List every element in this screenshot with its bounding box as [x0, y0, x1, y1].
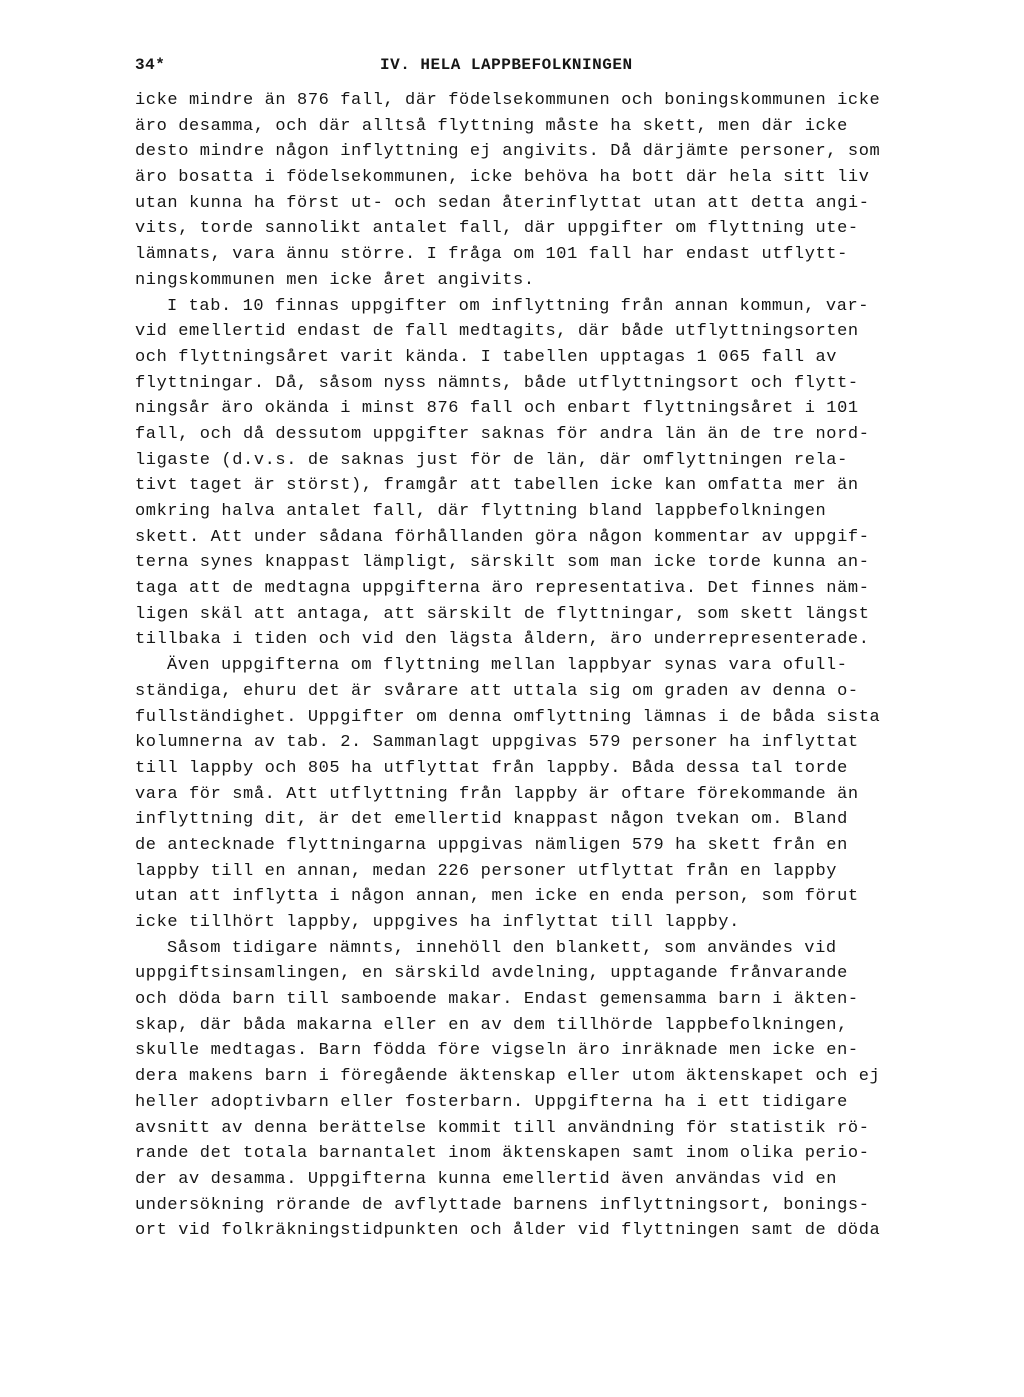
text-line: terna synes knappast lämpligt, särskilt som man icke torde kunna an- [135, 553, 870, 573]
text-line: avsnitt av denna berättelse kommit till användning för statistik rö- [135, 1118, 870, 1138]
text-line: omkring halva antalet fall, där flyttning bland lappbefolkningen [135, 502, 827, 521]
text-line: dera makens barn i föregående äktenskap eller utom äktenskapet och ej [135, 1067, 881, 1087]
text-line: tivt taget är störst), framgår att tabellen icke kan omfatta mer än [135, 476, 859, 496]
text-line: desto mindre någon inflyttning ej angivits. Då därjämte personer, som [135, 142, 881, 162]
text-line: lappby till en annan, medan 226 personer utflyttat från en lappby [135, 861, 838, 881]
text-line: äro desamma, och där alltså flyttning måste ha skett, men där icke [135, 116, 848, 136]
text-line: tillbaka i tiden och vid den lägsta åldern, äro underrepresenterade. [135, 630, 870, 650]
text-line: äro bosatta i födelsekommunen, icke behöva ha bott där hela sitt liv [135, 168, 870, 188]
text-line: vara för små. Att utflyttning från lappby är oftare förekommande än [135, 784, 859, 804]
text-line: ningsår äro okända i minst 876 fall och enbart flyttningsåret i 101 [135, 399, 859, 419]
text-line: icke mindre än 876 fall, där födelsekommunen och boningskommunen icke [135, 91, 881, 110]
text-line: de antecknade flyttningarna uppgivas nämligen 579 ha skett från en [135, 835, 848, 855]
text-line: I tab. 10 finnas uppgifter om inflyttning från annan kommun, var- [167, 296, 870, 316]
text-line: ort vid folkräkningstidpunkten och ålder vid flyttningen samt de döda [135, 1221, 881, 1241]
text-line: utan kunna ha först ut- och sedan återinflyttat utan att detta angi- [135, 193, 870, 213]
text-line: utan att inflytta i någon annan, men icke en enda person, som förut [135, 887, 859, 907]
text-line: vits, torde sannolikt antalet fall, där uppgifter om flyttning ute- [135, 219, 859, 239]
text-line: ligaste (d.v.s. de saknas just för de län, där omflyttningen rela- [135, 450, 848, 470]
text-line: kolumnerna av tab. 2. Sammanlagt uppgivas 579 personer ha inflyttat [135, 733, 859, 753]
body-text [135, 88, 915, 1244]
text-line: ningskommunen men icke året angivits. [135, 270, 535, 290]
text-line: skett. Att under sådana förhållanden göra någon kommentar av uppgif- [135, 527, 870, 547]
text-line: ligen skäl att antaga, att särskilt de flyttningar, som skett längst [135, 604, 870, 624]
text-line: och flyttningsåret varit kända. I tabellen upptagas 1 065 fall av [135, 347, 838, 367]
text-line: icke tillhört lappby, uppgives ha inflyttat till lappby. [135, 913, 740, 932]
text-line: flyttningar. Då, såsom nyss nämnts, både utflyttningsort och flytt- [135, 373, 859, 393]
page-header [135, 56, 895, 80]
text-line: till lappby och 805 ha utflyttat från lappby. Båda dessa tal torde [135, 758, 848, 778]
page-number: 34* [135, 56, 166, 74]
text-line: inflyttning dit, är det emellertid knappast någon tvekan om. Bland [135, 810, 848, 830]
text-line: undersökning rörande de avflyttade barnens inflyttningsort, bonings- [135, 1195, 870, 1215]
text-line: Även uppgifterna om flyttning mellan lappbyar synas vara ofull- [167, 656, 848, 676]
running-head: IV. HELA LAPPBEFOLKNINGEN [380, 56, 633, 74]
text-line: ständiga, ehuru det är svårare att uttala sig om graden av denna o- [135, 681, 859, 701]
text-line: lämnats, vara ännu större. I fråga om 101 fall har endast utflytt- [135, 245, 848, 265]
text-line: heller adoptivbarn eller fosterbarn. Uppgifterna ha i ett tidigare [135, 1092, 848, 1112]
text-line: fullständighet. Uppgifter om denna omflyttning lämnas i de båda sista [135, 707, 881, 727]
text-line: der av desamma. Uppgifterna kunna emellertid även användas vid en [135, 1169, 838, 1189]
text-line: Såsom tidigare nämnts, innehöll den blankett, som användes vid [167, 938, 837, 958]
text-line: vid emellertid endast de fall medtagits, där både utflyttningsorten [135, 322, 859, 342]
text-line: taga att de medtagna uppgifterna äro representativa. Det finnes näm- [135, 579, 870, 599]
text-line: skap, där båda makarna eller en av dem tillhörde lappbefolkningen, [135, 1015, 848, 1035]
text-line: uppgiftsinsamlingen, en särskild avdelning, upptagande frånvarande [135, 964, 848, 984]
text-line: och döda barn till samboende makar. Endast gemensamma barn i äkten- [135, 990, 859, 1010]
text-line: fall, och då dessutom uppgifter saknas för andra län än de tre nord- [135, 424, 870, 444]
text-line: rande det totala barnantalet inom äktenskapen samt inom olika perio- [135, 1144, 870, 1164]
text-line: skulle medtagas. Barn födda före vigseln äro inräknade men icke en- [135, 1041, 859, 1061]
